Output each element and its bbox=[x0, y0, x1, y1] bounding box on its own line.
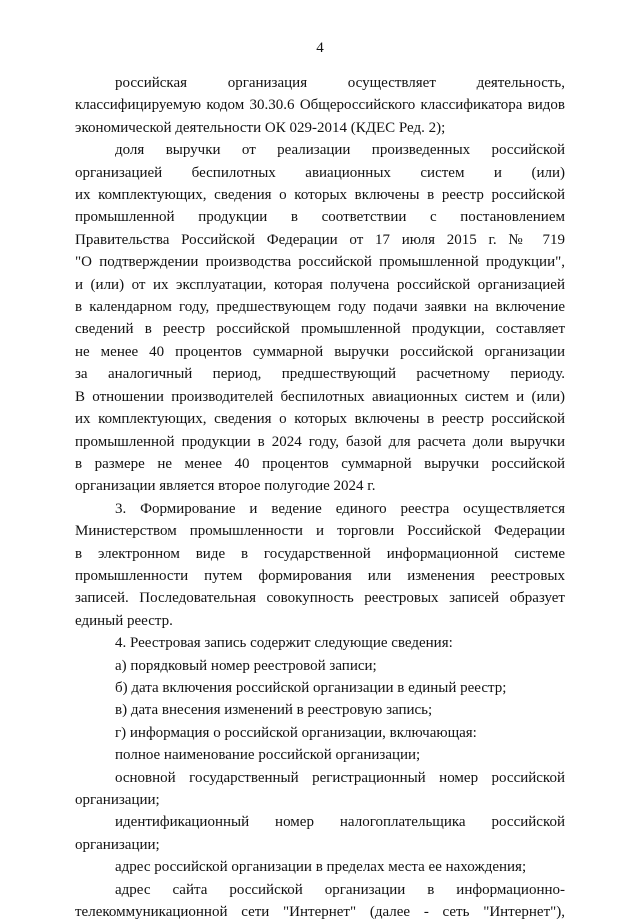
text-line: В отношении производителей беспилотных авиационных систем и (или) bbox=[75, 388, 565, 405]
text-line: не менее 40 процентов суммарной выручки российской организации bbox=[75, 343, 565, 360]
paragraph-registry-formation bbox=[75, 498, 565, 632]
text-line: записей. Последовательная совокупность реестровых записей образует bbox=[75, 590, 565, 607]
page-number: 4 bbox=[316, 40, 324, 56]
text-line: за аналогичный период, предшествующий расчетному периоду. bbox=[75, 366, 565, 383]
text-line: сведений в реестр российской промышленной продукции, составляет bbox=[75, 321, 565, 338]
text-line: классифицируемую кодом 30.30.6 Общероссийского классификатора видов bbox=[75, 97, 565, 114]
sub-item-inn bbox=[75, 811, 565, 856]
text-line: их комплектующих, сведения о которых включены в реестр российской bbox=[75, 187, 565, 204]
list-item-c: в) дата внесения изменений в реестровую запись; bbox=[115, 702, 433, 719]
text-line: организации; bbox=[75, 792, 160, 808]
paragraph-record-contents: 4. Реестровая запись содержит следующие сведения: bbox=[115, 635, 453, 652]
text-line: в размере не менее 40 процентов суммарной выручки российской bbox=[75, 455, 565, 472]
text-line: Министерством промышленности и торговли Российской Федерации bbox=[75, 523, 565, 540]
list-item-a: а) порядковый номер реестровой записи; bbox=[115, 657, 377, 674]
text-line: и (или) от их эксплуатации, которая получена российской организацией bbox=[75, 276, 565, 293]
text-line: основной государственный регистрационный номер российской bbox=[115, 769, 565, 786]
text-line: российская организация осуществляет деятельность, bbox=[115, 75, 565, 91]
sub-item-ogrn bbox=[75, 767, 565, 812]
text-line: адрес сайта российской организации в информационно- bbox=[115, 881, 565, 898]
sub-item-website bbox=[75, 879, 565, 923]
text-line: промышленной продукции в 2024 году, базой для расчета доли выручки bbox=[75, 433, 565, 450]
text-line: "О подтверждении производства российской промышленной продукции", bbox=[75, 254, 565, 271]
text-line: экономической деятельности ОК 029-2014 (КДЕС Ред. 2); bbox=[75, 119, 446, 136]
list-item-b: б) дата включения российской организации в единый реестр; bbox=[115, 679, 507, 696]
text-line: организацией беспилотных авиационных систем и (или) bbox=[75, 164, 565, 181]
text-line: идентификационный номер налогоплательщика российской bbox=[115, 814, 565, 831]
sub-item-full-name: полное наименование российской организации; bbox=[115, 747, 421, 764]
sub-item-address: адрес российской организации в пределах места ее нахождения; bbox=[115, 859, 527, 876]
text-line: единый реестр. bbox=[75, 612, 173, 629]
paragraph-revenue-share bbox=[75, 139, 565, 498]
text-line: в электронном виде в государственной информационной системе bbox=[75, 545, 565, 562]
text-line: в календарном году, предшествующем году подачи заявки на включение bbox=[75, 299, 565, 316]
text-line: Правительства Российской Федерации от 17 июля 2015 г. № 719 bbox=[75, 231, 565, 248]
text-line: 3. Формирование и ведение единого реестра осуществляется bbox=[115, 500, 565, 517]
text-line: организации; bbox=[75, 836, 160, 853]
text-line: их комплектующих, сведения о которых включены в реестр российской bbox=[75, 411, 565, 428]
text-line: промышленности путем формирования или изменения реестровых bbox=[75, 567, 565, 584]
document-body bbox=[75, 72, 565, 923]
text-line: промышленной продукции в соответствии с постановлением bbox=[75, 209, 565, 226]
list-item-d: г) информация о российской организации, включающая: bbox=[115, 724, 477, 741]
paragraph-activity-code bbox=[75, 72, 565, 139]
text-line: телекоммуникационной сети "Интернет" (далее - сеть "Интернет"), bbox=[75, 904, 565, 921]
text-line: организации является второе полугодие 2024 г. bbox=[75, 478, 376, 495]
text-line: доля выручки от реализации произведенных российской bbox=[115, 142, 565, 159]
